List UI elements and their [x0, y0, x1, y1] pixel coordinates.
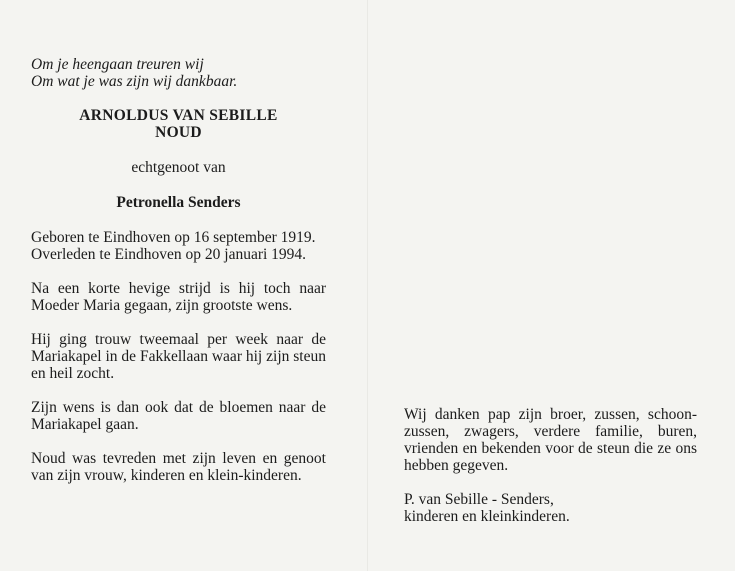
- card-fold: [367, 0, 368, 571]
- signature-line-2: kinderen en kleinkinderen.: [404, 508, 570, 525]
- thanks-paragraph: Wij danken pap zijn broer, zussen, schoon-zussen, zwagers, verdere familie, buren, vrienden en bekenden voor de steun die ze ons hebben gegeven.: [404, 406, 697, 474]
- signature-line-1: P. van Sebille - Senders,: [404, 491, 554, 508]
- signature: [404, 491, 697, 525]
- verse-line-2: Om wat je was zijn wij dankbaar.: [31, 73, 238, 90]
- right-panel: [404, 406, 697, 525]
- paragraph-mariakapel: Hij ging trouw tweemaal per week naar de Mariakapel in de Fakkellaan waar hij zijn steun en heil zocht.: [31, 331, 326, 382]
- deceased-name: ARNOLDUS VAN SEBILLE: [79, 107, 278, 124]
- spouse-name: Petronella Senders: [116, 194, 241, 211]
- paragraph-strijd: Na een korte hevige strijd is hij toch naar Moeder Maria gegaan, zijn grootste wens.: [31, 280, 326, 314]
- deceased-name-block: [31, 107, 326, 141]
- paragraph-tevreden: Noud was tevreden met zijn leven en genoot van zijn vrouw, kinderen en klein-kinderen.: [31, 450, 326, 484]
- verse-line-1: Om je heengaan treuren wij: [31, 56, 204, 73]
- left-panel: [31, 56, 326, 484]
- spouse-intro: echtgenoot van: [131, 159, 226, 176]
- memorial-verse: [31, 56, 326, 90]
- life-dates: [31, 229, 326, 263]
- deceased-nickname: NOUD: [155, 124, 202, 141]
- death-line: Overleden te Eindhoven op 20 januari 1994.: [31, 246, 307, 263]
- paragraph-bloemen: Zijn wens is dan ook dat de bloemen naar de Mariakapel gaan.: [31, 399, 326, 433]
- birth-line: Geboren te Eindhoven op 16 september 1919.: [31, 229, 316, 246]
